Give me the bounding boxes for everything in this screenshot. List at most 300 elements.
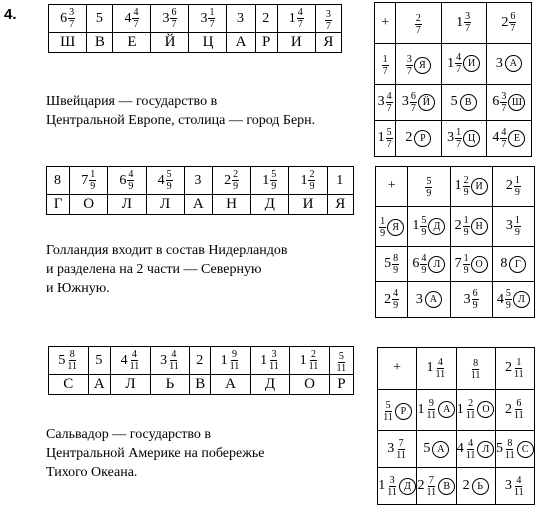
answer-letter-cell: Л: [108, 195, 146, 215]
description-switzerland: [46, 92, 315, 130]
grid-sum-cell: [417, 468, 456, 505]
denominator: 7: [406, 65, 412, 77]
mixed-number: [505, 398, 525, 421]
fraction: [463, 215, 470, 238]
answer-value-cell: [70, 167, 108, 195]
mixed-number: [455, 253, 488, 276]
whole-part: 3: [463, 291, 471, 307]
circled-letter: О: [471, 256, 488, 273]
answer-letter-cell: О: [290, 375, 330, 395]
numerator: 3: [271, 349, 277, 360]
mixed-number: [418, 475, 456, 498]
whole-part: 2: [196, 352, 204, 368]
numerator: 4: [297, 7, 303, 18]
grid-row-header: [378, 468, 417, 505]
denominator: 11: [514, 368, 524, 380]
fraction: [415, 13, 422, 36]
denominator: 11: [435, 368, 446, 380]
fraction: [132, 7, 139, 30]
answer-letter-cell: Я: [315, 33, 341, 53]
grid-column-header: [450, 167, 492, 207]
whole-part: 5: [58, 352, 66, 368]
whole-part: 2: [501, 14, 509, 30]
numerator: 3: [406, 53, 412, 65]
grid-corner-plus: +: [375, 3, 396, 44]
mixed-number: [379, 216, 404, 239]
numerator: 7: [428, 474, 434, 486]
mixed-number: [447, 52, 480, 75]
denominator: 11: [336, 362, 347, 374]
mixed-number: [387, 438, 407, 461]
grid-sum-cell: [408, 206, 450, 246]
grid-sum-cell: [486, 84, 531, 120]
numerator: 5: [386, 126, 392, 138]
fraction: [513, 475, 525, 498]
fraction: [425, 176, 432, 199]
circled-letter: Р: [395, 403, 412, 420]
whole-part: 1: [336, 172, 344, 188]
mixed-number: [464, 288, 479, 311]
grid-corner-plus: +: [376, 167, 408, 207]
grid-sum-cell: [456, 389, 495, 431]
numerator: 3: [501, 90, 507, 102]
fraction: [392, 288, 399, 311]
numerator: 3: [325, 8, 331, 20]
mixed-number: [405, 130, 431, 147]
fraction: [229, 349, 241, 372]
grid-sum-cell: [492, 282, 534, 318]
numerator: 1: [380, 216, 386, 228]
task-number: 4.: [4, 6, 17, 23]
grid-row-header: [375, 84, 396, 120]
whole-part: 5: [423, 441, 431, 457]
denominator: 11: [396, 449, 406, 461]
whole-part: 7: [81, 172, 89, 188]
mixed-number: [506, 175, 521, 198]
mixed-number: [418, 398, 456, 421]
whole-part: 3: [162, 10, 170, 26]
answer-value-cell: [113, 5, 151, 33]
answer-letter-cell: А: [227, 33, 255, 53]
mixed-number: [158, 169, 173, 192]
numerator: 4: [468, 437, 474, 449]
circled-letter: И: [471, 178, 488, 195]
denominator: 9: [514, 186, 520, 198]
denominator: 7: [410, 102, 416, 114]
numerator: 1: [514, 174, 520, 186]
denominator: 11: [229, 361, 240, 372]
numerator: 3: [465, 11, 471, 23]
denominator: 11: [269, 361, 279, 372]
whole-part: 6: [119, 172, 127, 188]
mixed-number: [60, 7, 75, 30]
fraction: [127, 169, 134, 192]
whole-part: 7: [454, 256, 462, 272]
numerator: 6: [472, 288, 478, 300]
mixed-number: [384, 253, 399, 276]
grid-sum-cell: [396, 120, 441, 156]
denominator: 9: [421, 264, 427, 276]
grid-row-header: [375, 120, 396, 156]
answer-table-salvador: [48, 346, 354, 395]
denominator: 9: [463, 264, 469, 276]
whole-part: 2: [262, 10, 270, 26]
denominator: 11: [465, 410, 476, 422]
circled-letter: А: [438, 401, 455, 418]
fraction: [66, 349, 78, 372]
grid-column-header: [396, 3, 441, 44]
mixed-number: [224, 169, 239, 192]
denominator: 11: [514, 486, 524, 498]
fraction: [208, 7, 215, 30]
circled-letter: И: [463, 55, 480, 72]
numerator: 2: [468, 398, 474, 410]
mixed-number: [237, 11, 245, 27]
denominator: 7: [386, 102, 392, 114]
answer-value-cell: [150, 347, 190, 375]
circled-letter: Л: [513, 291, 530, 308]
answer-letter-cell: Ь: [150, 375, 190, 395]
numerator: 2: [415, 12, 421, 24]
grid-column-header: [492, 167, 534, 207]
fraction: [386, 91, 393, 114]
answer-letter-cell: Н: [212, 195, 250, 215]
numerator: 6: [171, 7, 177, 18]
answer-letter-cell: А: [184, 195, 212, 215]
fraction: [386, 475, 398, 498]
text-line: Голландия входит в состав Нидерландов: [46, 243, 288, 258]
grid-sum-cell: [396, 43, 441, 84]
denominator: 9: [514, 226, 520, 238]
numerator: 1: [514, 214, 520, 226]
fraction: [472, 288, 479, 311]
mixed-number: [200, 7, 215, 30]
fraction: [386, 127, 393, 150]
answer-letter-cell: Л: [111, 375, 151, 395]
mixed-number: [262, 11, 270, 27]
fraction: [426, 475, 438, 498]
circled-letter: Г: [509, 256, 526, 273]
description-salvador: [46, 425, 264, 482]
circled-letter: Я: [414, 57, 431, 74]
whole-part: 1: [417, 401, 425, 417]
denominator: 9: [166, 181, 172, 192]
numerator: 8: [393, 252, 399, 264]
mixed-number: [457, 438, 495, 461]
answer-value-cell: [87, 5, 113, 33]
mixed-number: [378, 91, 393, 114]
numerator: 4: [133, 7, 139, 18]
denominator: 7: [69, 19, 75, 30]
denominator: 7: [386, 138, 392, 150]
numerator: 4: [437, 356, 443, 368]
mixed-number: [382, 54, 389, 77]
whole-part: 3: [505, 218, 513, 234]
mixed-number: [501, 11, 516, 34]
grid-row-header: [376, 206, 408, 246]
denominator: 9: [426, 188, 432, 200]
fraction: [297, 7, 304, 30]
whole-part: 6: [492, 94, 500, 110]
mixed-number: [95, 353, 103, 369]
numerator: 3: [389, 474, 395, 486]
mixed-number: [427, 357, 447, 380]
numerator: 2: [309, 169, 315, 180]
whole-part: 5: [450, 94, 458, 110]
denominator: 7: [133, 19, 139, 30]
denominator: 9: [90, 181, 96, 192]
whole-part: 4: [456, 441, 464, 457]
denominator: 9: [393, 300, 399, 312]
denominator: 7: [415, 24, 421, 36]
grid-column-header: [408, 167, 450, 207]
mixed-number: [496, 438, 534, 461]
whole-part: 4: [496, 291, 504, 307]
denominator: 11: [505, 449, 515, 461]
mixed-number: [300, 169, 315, 192]
text-line: Центральной Европе, столица — город Берн.: [46, 113, 316, 128]
mixed-number: [455, 215, 488, 238]
denominator: 9: [472, 300, 478, 312]
fraction: [325, 9, 332, 32]
text-line: Швейцария — государство в: [46, 94, 218, 109]
grid-sum-cell: [450, 282, 492, 318]
mixed-number: [412, 253, 445, 276]
whole-part: 1: [426, 360, 434, 376]
answer-table-switzerland: [48, 4, 342, 53]
denominator: 11: [383, 411, 393, 423]
grid-column-header: [441, 3, 486, 44]
numerator: 1: [463, 252, 469, 264]
fraction: [392, 253, 399, 276]
denominator: 11: [169, 361, 179, 372]
numerator: 4: [421, 252, 427, 264]
whole-part: 1: [260, 352, 268, 368]
answer-value-cell: [108, 167, 146, 195]
addition-grid-holland: [375, 166, 535, 318]
answer-letter-cell: О: [70, 195, 108, 215]
fraction: [514, 175, 521, 198]
circled-letter: Е: [508, 130, 525, 147]
mixed-number: [456, 11, 471, 34]
numerator: 2: [463, 174, 469, 186]
denominator: 9: [233, 181, 239, 192]
fraction: [420, 253, 427, 276]
mixed-number: [58, 349, 78, 372]
mixed-number: [260, 349, 280, 372]
answer-value-cell: [47, 167, 70, 195]
fraction: [168, 349, 180, 372]
mixed-number: [415, 13, 422, 36]
addition-grid-switzerland: [374, 2, 532, 157]
whole-part: 3: [237, 10, 245, 26]
mixed-number: [497, 288, 530, 311]
numerator: 8: [69, 349, 75, 360]
grid-corner-plus: +: [378, 348, 417, 390]
fraction: [395, 438, 407, 461]
fraction: [406, 54, 413, 77]
answer-letter-cell: Г: [47, 195, 70, 215]
grid-sum-cell: [486, 120, 531, 156]
fraction: [513, 357, 525, 380]
mixed-number: [505, 475, 525, 498]
grid-sum-cell: [396, 84, 441, 120]
numerator: 6: [516, 398, 522, 410]
denominator: 11: [426, 486, 437, 498]
fraction: [166, 169, 173, 192]
whole-part: 3: [200, 10, 208, 26]
mixed-number: [506, 215, 521, 238]
circled-letter: Д: [428, 218, 445, 235]
answer-value-cell: [277, 5, 315, 33]
grid-sum-cell: [456, 431, 495, 468]
fraction: [270, 169, 277, 192]
fraction: [410, 91, 417, 114]
answer-value-cell: [49, 5, 87, 33]
answer-letter-cell: А: [88, 375, 111, 395]
circled-letter: А: [432, 441, 449, 458]
answer-value-cell: [250, 347, 290, 375]
mixed-number: [496, 55, 522, 72]
grid-row-header: [376, 246, 408, 282]
answer-value-cell: [189, 5, 227, 33]
whole-part: 4: [492, 130, 500, 146]
answer-value-cell: [227, 5, 255, 33]
grid-column-header: [495, 348, 534, 390]
circled-letter: Р: [414, 130, 431, 147]
numerator: 8: [507, 437, 513, 449]
fraction: [513, 398, 525, 421]
fraction: [379, 216, 386, 239]
denominator: 9: [463, 226, 469, 238]
mixed-number: [425, 176, 432, 199]
circled-letter: Н: [471, 218, 488, 235]
whole-part: 3: [415, 291, 423, 307]
grid-sum-cell: [417, 389, 456, 431]
answer-value-cell: [88, 347, 111, 375]
numerator: 6: [510, 11, 516, 23]
fraction: [464, 11, 471, 34]
circled-letter: Л: [428, 256, 445, 273]
denominator: 11: [514, 410, 524, 422]
whole-part: 6: [60, 10, 68, 26]
answer-value-cell: [49, 347, 89, 375]
mixed-number: [416, 291, 442, 308]
fraction: [504, 438, 516, 461]
circled-letter: О: [477, 401, 494, 418]
mixed-number: [121, 349, 141, 372]
denominator: 9: [128, 181, 134, 192]
numerator: 9: [428, 398, 434, 410]
whole-part: 3: [401, 94, 409, 110]
mixed-number: [221, 349, 241, 372]
mixed-number: [457, 398, 495, 421]
answer-table-holland: [46, 166, 354, 215]
text-line: Тихого Океана.: [46, 465, 138, 480]
whole-part: 1: [378, 478, 386, 494]
answer-value-cell: [212, 167, 250, 195]
numerator: 2: [310, 349, 316, 360]
whole-part: 3: [447, 130, 455, 146]
mixed-number: [124, 7, 139, 30]
answer-letter-cell: Д: [251, 195, 289, 215]
whole-part: 3: [194, 172, 202, 188]
denominator: 11: [129, 361, 140, 372]
mixed-number: [384, 288, 399, 311]
whole-part: 5: [95, 352, 103, 368]
grid-sum-cell: [441, 120, 486, 156]
grid-sum-cell: [495, 389, 534, 431]
text-line: Сальвадор — государство в: [46, 427, 211, 442]
whole-part: 2: [505, 360, 513, 376]
mixed-number: [455, 175, 488, 198]
grid-sum-cell: [441, 84, 486, 120]
answer-value-cell: [289, 167, 327, 195]
fraction: [455, 52, 462, 75]
whole-part: 4: [120, 352, 128, 368]
text-line: и Южную.: [46, 281, 110, 296]
grid-row-header: [375, 43, 396, 84]
whole-part: 1: [456, 401, 464, 417]
whole-part: 2: [454, 218, 462, 234]
answer-letter-cell: В: [87, 33, 113, 53]
grid-column-header: [486, 3, 531, 44]
mixed-number: [447, 127, 480, 150]
mixed-number: [336, 173, 344, 189]
denominator: 9: [380, 228, 386, 240]
answer-letter-cell: А: [211, 375, 251, 395]
mixed-number: [378, 475, 416, 498]
whole-part: 1: [447, 55, 455, 71]
whole-part: 1: [299, 352, 307, 368]
fraction: [470, 358, 482, 381]
whole-part: 2: [505, 401, 513, 417]
circled-letter: Й: [418, 94, 435, 111]
fraction: [382, 400, 394, 423]
numerator: 4: [456, 52, 462, 64]
numerator: 5: [271, 169, 277, 180]
mixed-number: [451, 94, 477, 111]
denominator: 11: [387, 486, 397, 498]
whole-part: 2: [417, 478, 425, 494]
grid-sum-cell: [492, 246, 534, 282]
grid-sum-cell: [456, 468, 495, 505]
whole-part: 3: [377, 94, 385, 110]
answer-letter-cell: Д: [250, 375, 290, 395]
denominator: 9: [463, 186, 469, 198]
mixed-number: [423, 441, 449, 458]
whole-part: 2: [224, 172, 232, 188]
numerator: 2: [233, 169, 239, 180]
grid-column-header: [456, 348, 495, 390]
grid-row-header: [378, 389, 417, 431]
answer-value-cell: [111, 347, 151, 375]
whole-part: 1: [262, 172, 270, 188]
numerator: 5: [166, 169, 172, 180]
whole-part: 1: [456, 14, 464, 30]
mixed-number: [382, 400, 412, 423]
grid-sum-cell: [450, 206, 492, 246]
mixed-number: [325, 9, 332, 32]
mixed-number: [262, 169, 277, 192]
mixed-number: [402, 91, 435, 114]
numerator: 4: [171, 349, 177, 360]
denominator: 7: [297, 19, 303, 30]
fraction: [500, 91, 507, 114]
numerator: 5: [385, 399, 391, 411]
answer-value-cell: [255, 5, 277, 33]
mixed-number: [194, 173, 202, 189]
